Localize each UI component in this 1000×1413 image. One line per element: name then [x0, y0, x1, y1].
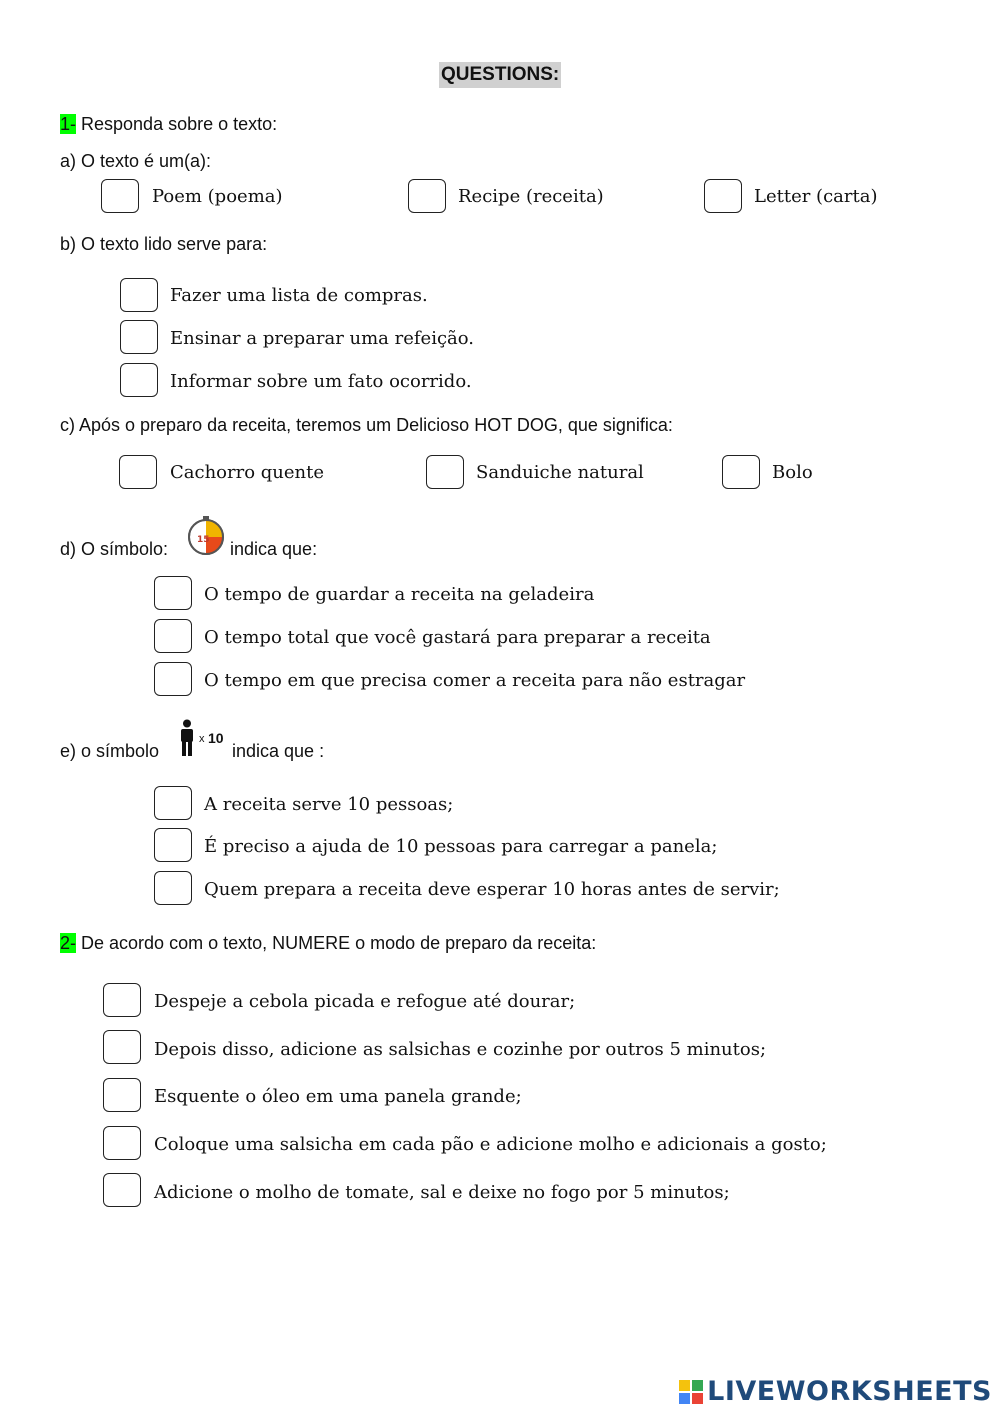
checkbox-d-2[interactable]	[154, 619, 192, 653]
page-title: QUESTIONS:	[439, 62, 561, 88]
option-b-3: Informar sobre um fato ocorrido.	[170, 371, 472, 392]
question-1a-prompt: a) O texto é um(a):	[60, 151, 212, 171]
checkbox-e-2[interactable]	[154, 828, 192, 862]
number-box-3[interactable]	[103, 1078, 141, 1112]
checkbox-b-2[interactable]	[120, 320, 158, 354]
checkbox-a-poem[interactable]	[101, 179, 139, 213]
question-1b-prompt: b) O texto lido serve para:	[60, 234, 268, 254]
question-1-number: 1-	[60, 114, 77, 134]
question-2-number: 2-	[60, 933, 77, 953]
checkbox-a-letter[interactable]	[704, 179, 742, 213]
option-e-1: A receita serve 10 pessoas;	[204, 794, 454, 815]
checkbox-b-1[interactable]	[120, 278, 158, 312]
checkbox-c-1[interactable]	[119, 455, 157, 489]
option-e-3: Quem prepara a receita deve esperar 10 horas antes de servir;	[204, 879, 780, 900]
step-option-1: Despeje a cebola picada e refogue até dourar;	[154, 991, 576, 1012]
option-c-2: Sanduiche natural	[476, 462, 644, 483]
checkbox-c-3[interactable]	[722, 455, 760, 489]
checkbox-a-recipe[interactable]	[408, 179, 446, 213]
step-option-4: Coloque uma salsicha em cada pão e adicione molho e adicionais a gosto;	[154, 1134, 827, 1155]
question-1e-prompt-before: e) o símbolo	[60, 741, 160, 761]
option-b-1: Fazer uma lista de compras.	[170, 285, 428, 306]
checkbox-e-3[interactable]	[154, 871, 192, 905]
option-a-letter: Letter (carta)	[754, 186, 878, 207]
checkbox-c-2[interactable]	[426, 455, 464, 489]
step-option-2: Depois disso, adicione as salsichas e cozinhe por outros 5 minutos;	[154, 1039, 767, 1060]
option-d-1: O tempo de guardar a receita na geladeira	[204, 584, 595, 605]
option-c-1: Cachorro quente	[170, 462, 325, 483]
liveworksheets-logo-icon	[679, 1380, 703, 1404]
step-option-3: Esquente o óleo em uma panela grande;	[154, 1086, 522, 1107]
person-icon	[178, 719, 196, 757]
checkbox-e-1[interactable]	[154, 786, 192, 820]
question-1c-prompt: c) Após o preparo da receita, teremos um Delicioso HOT DOG, que significa:	[60, 415, 673, 435]
number-box-1[interactable]	[103, 983, 141, 1017]
checkbox-d-1[interactable]	[154, 576, 192, 610]
question-1e-prompt-after: indica que :	[232, 741, 325, 761]
question-1d-prompt-before: d) O símbolo:	[60, 539, 169, 559]
checkbox-b-3[interactable]	[120, 363, 158, 397]
number-box-5[interactable]	[103, 1173, 141, 1207]
option-a-poem: Poem (poema)	[152, 186, 283, 207]
number-box-4[interactable]	[103, 1126, 141, 1160]
option-d-2: O tempo total que você gastará para preparar a receita	[204, 627, 711, 648]
question-2-text: De acordo com o texto, NUMERE o modo de preparo da receita:	[76, 933, 597, 953]
option-a-recipe: Recipe (receita)	[458, 186, 604, 207]
question-1d-prompt-after: indica que:	[230, 539, 318, 559]
brand-text: LIVEWORKSHEETS	[707, 1376, 992, 1407]
servings-x: x	[199, 733, 205, 745]
option-b-2: Ensinar a preparar uma refeição.	[170, 328, 475, 349]
checkbox-d-3[interactable]	[154, 662, 192, 696]
step-option-5: Adicione o molho de tomate, sal e deixe no fogo por 5 minutos;	[154, 1182, 730, 1203]
option-d-3: O tempo em que precisa comer a receita para não estragar	[204, 670, 746, 691]
question-1-text: Responda sobre o texto:	[76, 114, 278, 134]
question-1-heading	[60, 113, 277, 135]
timer-icon	[185, 515, 227, 557]
option-e-2: É preciso a ajuda de 10 pessoas para carregar a panela;	[204, 836, 718, 857]
question-2-heading	[60, 932, 596, 954]
number-box-2[interactable]	[103, 1030, 141, 1064]
timer-icon-label: 15	[197, 535, 210, 545]
servings-count: 10	[208, 730, 224, 746]
liveworksheets-brand	[679, 1376, 992, 1407]
option-c-3: Bolo	[772, 462, 813, 483]
